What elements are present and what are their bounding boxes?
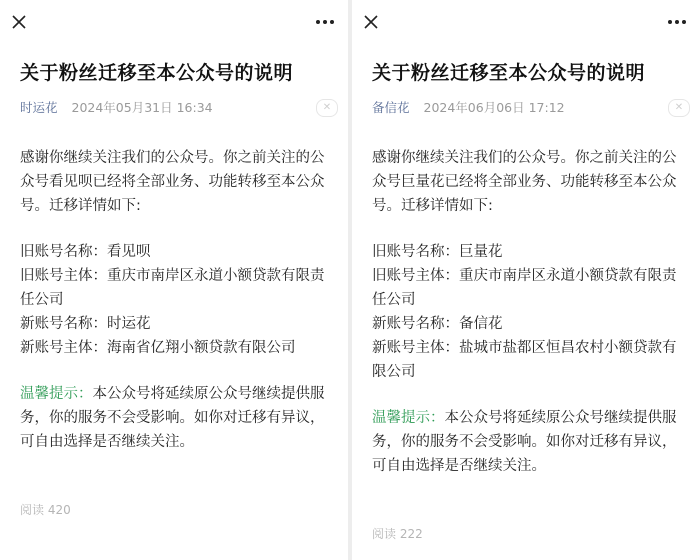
close-icon[interactable] xyxy=(10,13,28,31)
article-panel-left xyxy=(0,0,348,560)
article-body xyxy=(20,146,338,454)
old-account-name: 旧账号名称：看见呗 xyxy=(20,244,151,260)
new-account-name: 新账号名称：备信花 xyxy=(372,316,503,332)
close-badge-icon[interactable]: ✕ xyxy=(668,99,690,117)
intro-paragraph: 感谢你继续关注我们的公众号。你之前关注的公众号看见呗已经将全部业务、功能转移至本公众号。迁移详情如下: xyxy=(20,150,325,214)
article-title: 关于粉丝迁移至本公众号的说明 xyxy=(372,62,646,84)
article-panel-right xyxy=(352,0,700,560)
new-account-name: 新账号名称：时运花 xyxy=(20,316,151,332)
close-badge-icon[interactable]: ✕ xyxy=(316,99,338,117)
old-account-entity: 旧账号主体：重庆市南岸区永道小额贷款有限责任公司 xyxy=(372,268,677,308)
more-icon[interactable] xyxy=(666,13,688,31)
author-link[interactable]: 备信花 xyxy=(372,100,410,115)
more-icon[interactable] xyxy=(314,13,336,31)
tip-text: 本公众号将延续原公众号继续提供服务，你的服务不会受影响。如你对迁移有异议，可自由选择是否继续关注。 xyxy=(20,386,325,450)
publish-date: 2024年06月06日 17:12 xyxy=(423,100,565,115)
old-account-name: 旧账号名称：巨量花 xyxy=(372,244,503,260)
author-link[interactable]: 时运花 xyxy=(20,100,58,115)
tip-paragraph xyxy=(372,406,690,478)
new-account-entity: 新账号主体：海南省亿翔小额贷款有限公司 xyxy=(20,340,296,356)
read-count: 阅读 222 xyxy=(372,527,423,541)
tip-text: 本公众号将延续原公众号继续提供服务，你的服务不会受影响。如你对迁移有异议，可自由选择是否继续关注。 xyxy=(372,410,677,474)
tip-label: 温馨提示： xyxy=(20,386,93,402)
intro-paragraph: 感谢你继续关注我们的公众号。你之前关注的公众号巨量花已经将全部业务、功能转移至本公众号。迁移详情如下: xyxy=(372,150,677,214)
top-bar xyxy=(352,8,700,38)
tip-paragraph xyxy=(20,382,338,454)
article-meta xyxy=(372,98,692,118)
new-account-entity: 新账号主体：盐城市盐都区恒昌农村小额贷款有限公司 xyxy=(372,340,677,380)
read-count: 阅读 420 xyxy=(20,503,71,517)
article-meta xyxy=(20,98,340,118)
tip-label: 温馨提示： xyxy=(372,410,445,426)
top-bar xyxy=(0,8,348,38)
publish-date: 2024年05月31日 16:34 xyxy=(71,100,213,115)
article-body xyxy=(372,146,690,478)
close-icon[interactable] xyxy=(362,13,380,31)
old-account-entity: 旧账号主体：重庆市南岸区永道小额贷款有限责任公司 xyxy=(20,268,325,308)
article-title: 关于粉丝迁移至本公众号的说明 xyxy=(20,62,294,84)
